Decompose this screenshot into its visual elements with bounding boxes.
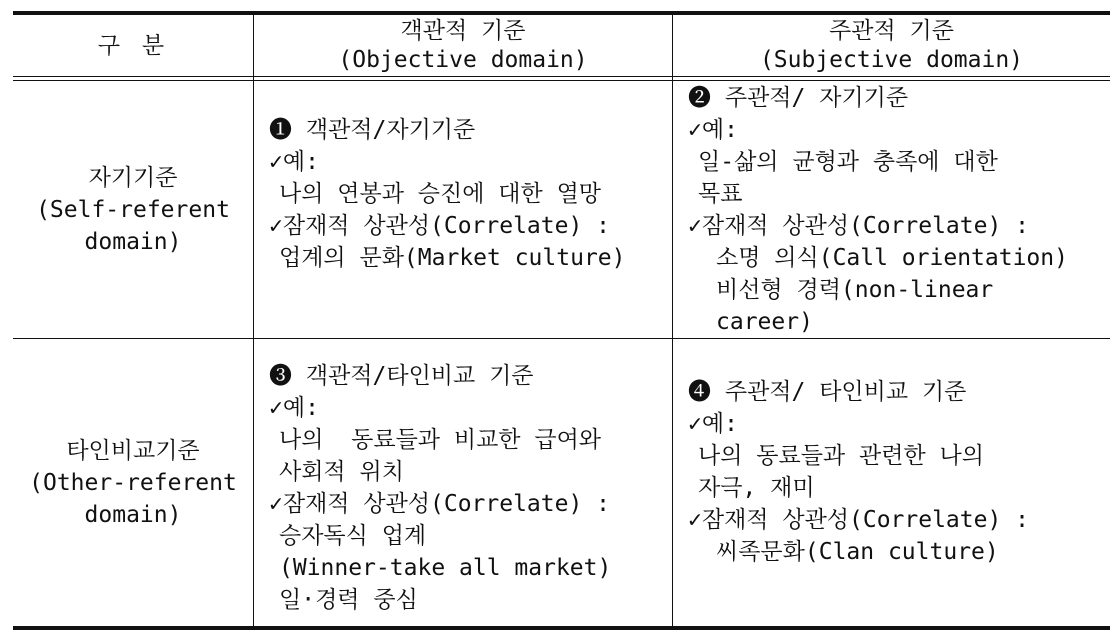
cell-objective-self bbox=[269, 114, 669, 274]
correlate-text: 비선형 경력(non-linear bbox=[716, 277, 994, 303]
row-label-other-en-1: (Other-referent bbox=[29, 469, 237, 496]
correlate-text: 승자독식 업계 bbox=[279, 523, 427, 549]
example-label: ✓예: bbox=[269, 149, 319, 175]
example-text: 자극, 재미 bbox=[698, 475, 815, 501]
correlate-text: 씨족문화(Clan culture) bbox=[716, 539, 999, 565]
cell-title: ❹ 주관적/ 타인비교 기준 bbox=[688, 379, 967, 405]
header-subjective bbox=[673, 15, 1110, 76]
example-text: 사회적 위치 bbox=[279, 459, 404, 485]
row-label-self bbox=[13, 81, 253, 338]
header-category-label: 구 분 bbox=[97, 32, 169, 59]
correlate-text: 소명 의식(Call orientation) bbox=[716, 245, 1068, 271]
header-objective bbox=[254, 15, 672, 76]
example-text: 목표 bbox=[698, 181, 743, 207]
row-label-self-en-2: domain) bbox=[84, 228, 182, 255]
cell-title: ❶ 객관적/자기기준 bbox=[269, 117, 476, 143]
col-divider-2 bbox=[672, 15, 673, 626]
cell-objective-other bbox=[269, 360, 669, 616]
correlate-text: (Winner-take all market) bbox=[279, 555, 612, 581]
example-text: 나의 동료들과 비교한 급여와 bbox=[279, 427, 602, 453]
header-objective-ko: 객관적 기준 bbox=[400, 17, 526, 44]
correlate-label: ✓잠재적 상관성(Correlate) : bbox=[269, 491, 611, 517]
correlate-text: 업계의 문화(Market culture) bbox=[279, 245, 626, 271]
example-text: 나의 연봉과 승진에 대한 열망 bbox=[279, 181, 602, 207]
header-subjective-ko: 주관적 기준 bbox=[829, 17, 954, 44]
example-text: 나의 동료들과 관련한 나의 bbox=[698, 443, 984, 469]
example-text: 일-삶의 균형과 충족에 대한 bbox=[698, 149, 998, 175]
example-label: ✓예: bbox=[688, 411, 738, 437]
cell-title: ❷ 주관적/ 자기기준 bbox=[688, 85, 909, 111]
cell-subjective-other bbox=[688, 376, 1108, 568]
example-label: ✓예: bbox=[688, 117, 738, 143]
correlate-text: 일·경력 중심 bbox=[279, 587, 418, 613]
table-bottom-border bbox=[13, 626, 1110, 630]
row-label-other bbox=[13, 339, 253, 626]
cell-title: ❸ 객관적/타인비교 기준 bbox=[269, 363, 534, 389]
row-label-self-en-1: (Self-referent bbox=[36, 196, 230, 223]
col-divider-1 bbox=[253, 15, 254, 626]
row-label-other-ko: 타인비교기준 bbox=[66, 437, 200, 464]
header-objective-en: (Objective domain) bbox=[338, 46, 588, 73]
correlate-label: ✓잠재적 상관성(Correlate) : bbox=[269, 213, 611, 239]
correlate-label: ✓잠재적 상관성(Correlate) : bbox=[688, 507, 1030, 533]
header-category bbox=[13, 15, 253, 76]
header-subjective-en: (Subjective domain) bbox=[759, 46, 1024, 73]
correlate-text: career) bbox=[716, 309, 813, 335]
row-label-self-ko: 자기기준 bbox=[88, 164, 178, 191]
row-label-other-en-2: domain) bbox=[84, 501, 182, 528]
cell-subjective-self bbox=[688, 82, 1108, 338]
correlate-label: ✓잠재적 상관성(Correlate) : bbox=[688, 213, 1030, 239]
example-label: ✓예: bbox=[269, 395, 319, 421]
